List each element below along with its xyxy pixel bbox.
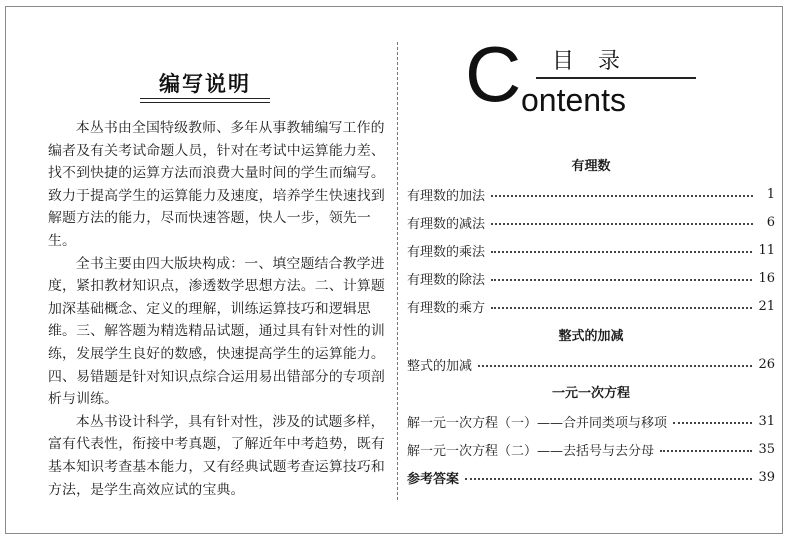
toc-entry[interactable] <box>407 180 775 208</box>
toc-entry-page: 31 <box>758 413 775 429</box>
toc-entry[interactable] <box>407 236 775 264</box>
toc-entry-page: 11 <box>758 242 775 258</box>
toc-section-title: 有理数 <box>571 159 611 174</box>
toc-leader-dots <box>491 307 752 309</box>
toc-entry-label: 有理数的乘方 <box>407 300 486 316</box>
contents-big-c: C <box>465 30 522 118</box>
toc-entry-label: 有理数的减法 <box>407 216 486 232</box>
toc-leader-dots <box>491 195 753 197</box>
toc-leader-dots <box>478 365 752 367</box>
contents-title-rule <box>536 77 696 79</box>
preface-paragraph: 本丛书由全国特级教师、多年从事教辅编写工作的编者及有关考试命题人员，针对在考试中运算能力差、找不到快捷的运算方法而浪费大量时间的学生而编写。致力于提高学生的运算能力及速度，培养学生快速找到解题方法的能力，尽而快速答题，快人一步，领先一生。 <box>48 120 385 249</box>
toc-entry-label: 解一元一次方程（二）——去括号与去分母 <box>407 443 655 459</box>
toc-leader-dots <box>491 279 752 281</box>
toc-entry[interactable] <box>407 264 775 292</box>
page-divider <box>397 42 398 500</box>
toc-leader-dots <box>660 450 752 452</box>
toc-leader-dots <box>465 478 752 480</box>
preface-heading <box>140 68 270 98</box>
preface-title: 编写说明 <box>159 71 251 96</box>
toc-section-title: 整式的加减 <box>558 329 624 344</box>
toc-entry-label: 有理数的除法 <box>407 272 486 288</box>
title-double-underline <box>140 98 270 104</box>
toc-entry-label: 解一元一次方程（一）——合并同类项与移项 <box>407 415 668 431</box>
toc-entry[interactable] <box>407 350 775 378</box>
preface-body <box>48 117 386 501</box>
table-of-contents <box>407 156 775 491</box>
toc-entry[interactable] <box>407 292 775 320</box>
toc-entry-answers[interactable] <box>407 463 775 491</box>
toc-entry-label: 参考答案 <box>407 471 460 487</box>
toc-leader-dots <box>491 251 752 253</box>
toc-entry-label: 有理数的乘法 <box>407 244 486 260</box>
toc-entry[interactable] <box>407 435 775 463</box>
toc-entry-page: 21 <box>758 298 775 314</box>
toc-entry-label: 有理数的加法 <box>407 188 486 204</box>
contents-page <box>400 6 783 534</box>
toc-entry[interactable] <box>407 208 775 236</box>
toc-entry-page: 26 <box>758 356 775 372</box>
toc-section-title: 一元一次方程 <box>551 386 630 401</box>
toc-entry-page: 35 <box>758 441 775 457</box>
toc-entry-page: 1 <box>766 186 775 202</box>
toc-entry-label: 整式的加减 <box>407 358 473 374</box>
toc-leader-dots <box>673 422 752 424</box>
contents-chinese-title: 目录 <box>552 49 645 74</box>
contents-english-title: ontents <box>521 82 626 118</box>
toc-entry-page: 6 <box>766 214 775 230</box>
toc-entry-page: 39 <box>758 469 775 485</box>
preface-paragraph: 全书主要由四大版块构成：一、填空题结合教学进度，紧扣教材知识点，渗透数学思想方法。二、计算题加深基础概念、定义的理解，训练运算技巧和逻辑思维。三、解答题为精选精品试题，通过具有针对性的训练，发展学生良好的数感，快速提高学生的运算能力。四、易错题是针对知识点综合运用易出错部分的专项剖析与训练。 <box>48 255 385 408</box>
toc-entry-page: 16 <box>758 270 775 286</box>
preface-page <box>6 6 394 534</box>
toc-entry[interactable] <box>407 407 775 435</box>
toc-leader-dots <box>491 223 753 225</box>
preface-paragraph: 本丛书设计科学，具有针对性，涉及的试题多样，富有代表性，衔接中考真题，了解近年中考趋势，既有基本知识考查基本能力，又有经典试题考查运算技巧和方法，是学生高效应试的宝典。 <box>48 413 385 498</box>
